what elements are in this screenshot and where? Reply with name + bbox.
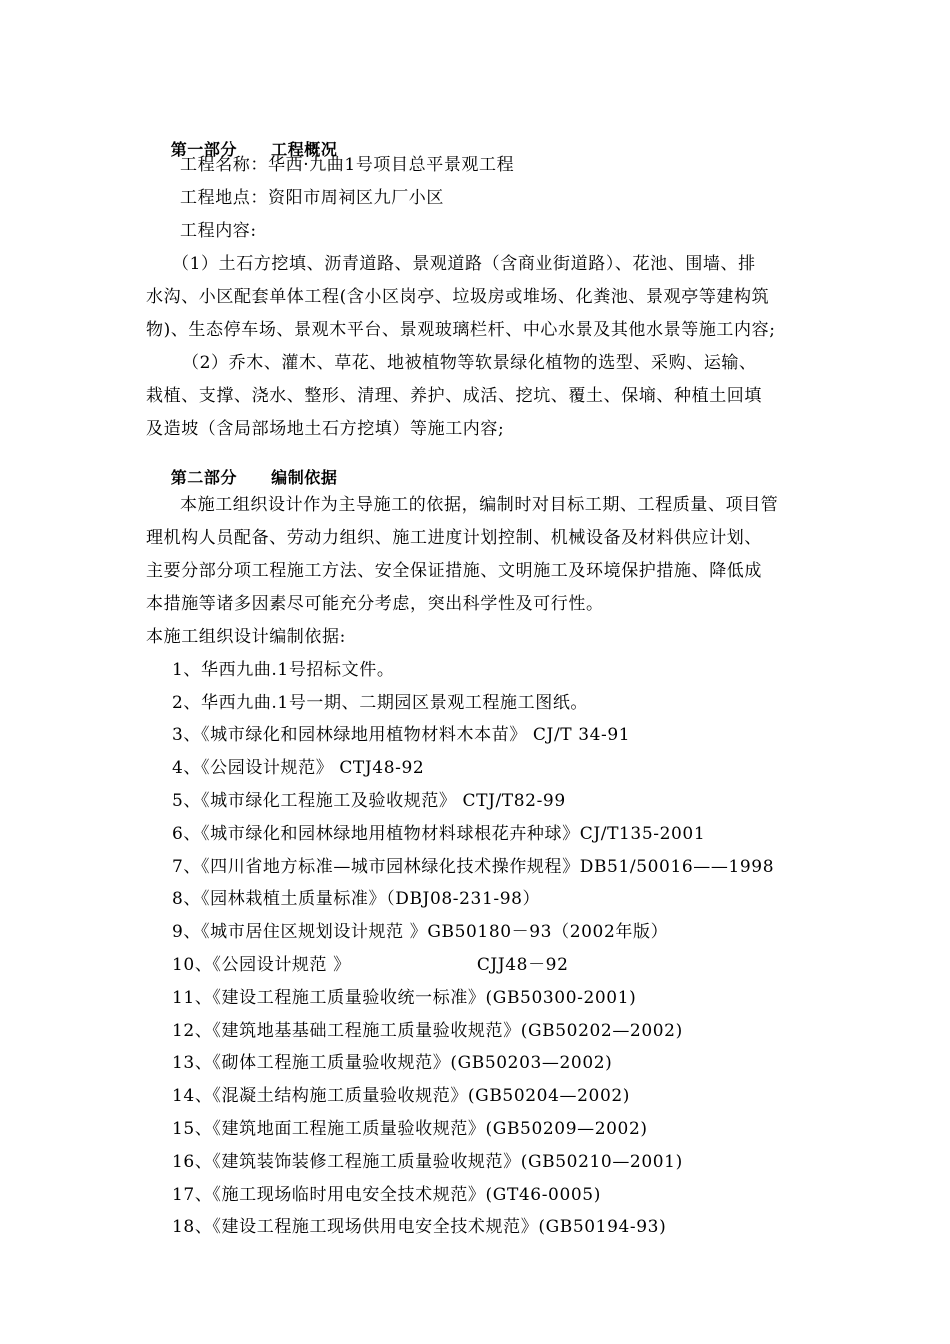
content-item2-line3: 及造坡（含局部场地土石方挖填）等施工内容;: [146, 419, 505, 439]
reference-item: 5、《城市绿化工程施工及验收规范》 CTJ/T82-99: [172, 791, 566, 811]
part1-heading-num: 第一部分: [170, 140, 238, 159]
reference-item: 10、《公园设计规范 》 CJJ48－92: [172, 955, 569, 975]
project-name: 工程名称：华西·九曲1号项目总平景观工程: [180, 155, 515, 175]
reference-item: 18、《建设工程施工现场供用电安全技术规范》(GB50194-93): [172, 1217, 667, 1237]
reference-item: 3、《城市绿化和园林绿地用植物材料木本苗》 CJ/T 34-91: [172, 725, 631, 745]
basis-paragraph-line1: 本施工组织设计作为主导施工的依据，编制时对目标工期、工程质量、项目管: [180, 495, 779, 515]
content-item2-line2: 栽植、支撑、浇水、整形、清理、养护、成活、挖坑、覆土、保墒、种植土回填: [146, 386, 762, 406]
project-content-label: 工程内容:: [180, 221, 257, 241]
reference-item: 14、《混凝土结构施工质量验收规范》(GB50204—2002): [172, 1086, 631, 1106]
reference-item: 16、《建筑装饰装修工程施工质量验收规范》(GB50210—2001): [172, 1152, 683, 1172]
reference-item: 13、《砌体工程施工质量验收规范》(GB50203—2002): [172, 1053, 613, 1073]
reference-item: 2、华西九曲.1号一期、二期园区景观工程施工图纸。: [172, 693, 589, 713]
reference-item: 11、《建设工程施工质量验收统一标准》(GB50300-2001): [172, 988, 637, 1008]
reference-item: 6、《城市绿化和园林绿地用植物材料球根花卉种球》CJ/T135-2001: [172, 824, 706, 844]
basis-paragraph-line4: 本措施等诸多因素尽可能充分考虑，突出科学性及可行性。: [146, 594, 604, 614]
basis-label: 本施工组织设计编制依据:: [146, 627, 346, 647]
reference-item: 1、华西九曲.1号招标文件。: [172, 660, 395, 680]
reference-item: 17、《施工现场临时用电安全技术规范》(GT46-0005): [172, 1185, 601, 1205]
content-item1-line1: （1）土石方挖填、沥青道路、景观道路（含商业街道路）、花池、围墙、排: [172, 254, 756, 274]
basis-paragraph-line3: 主要分部分项工程施工方法、安全保证措施、文明施工及环境保护措施、降低成: [146, 561, 762, 581]
reference-item: 7、《四川省地方标准—城市园林绿化技术操作规程》DB51/50016——1998: [172, 857, 775, 877]
reference-item: 12、《建筑地基基础工程施工质量验收规范》(GB50202—2002): [172, 1021, 683, 1041]
basis-paragraph-line2: 理机构人员配备、劳动力组织、施工进度计划控制、机械设备及材料供应计划、: [146, 528, 762, 548]
reference-item: 15、《建筑地面工程施工质量验收规范》(GB50209—2002): [172, 1119, 648, 1139]
part1-heading-title: 工程概况: [271, 140, 338, 159]
reference-item: 4、《公园设计规范》 CTJ48-92: [172, 758, 425, 778]
reference-item: 9、《城市居住区规划设计规范 》GB50180－93（2002年版）: [172, 922, 669, 942]
part2-heading-num: 第二部分: [170, 468, 238, 487]
content-item1-line2: 水沟、小区配套单体工程(含小区岗亭、垃圾房或堆场、化粪池、景观亭等建构筑: [146, 287, 770, 307]
part2-heading-title: 编制依据: [271, 468, 338, 487]
reference-item: 8、《园林栽植土质量标准》（DBJ08-231-98）: [172, 889, 541, 909]
project-location: 工程地点：资阳市周祠区九厂小区: [180, 188, 444, 208]
content-item1-line3: 物)、生态停车场、景观木平台、景观玻璃栏杆、中心水景及其他水景等施工内容;: [146, 320, 776, 340]
content-item2-line1: （2）乔木、灌木、草花、地被植物等软景绿化植物的选型、采购、运输、: [182, 353, 757, 373]
